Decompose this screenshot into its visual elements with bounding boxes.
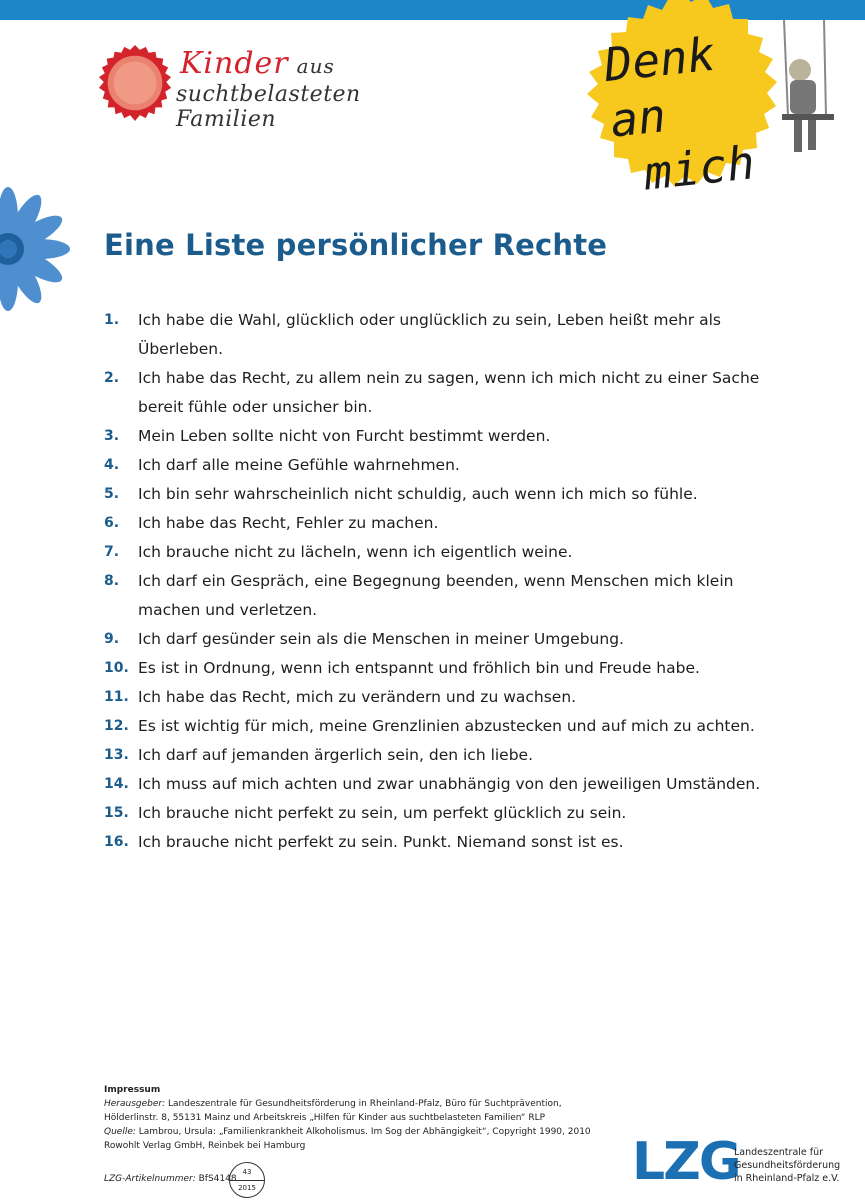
right-item (104, 654, 794, 683)
right-number: 3. (104, 428, 120, 444)
right-text: Ich habe das Recht, mich zu verändern und zu wachsen. (138, 688, 577, 706)
right-text: Ich habe das Recht, zu allem nein zu sagen, wenn ich mich nicht zu einer Sache bereit fühle oder unsicher bin. (138, 369, 760, 416)
right-number: 8. (104, 573, 120, 589)
right-item (104, 480, 794, 509)
right-text: Ich darf alle meine Gefühle wahrnehmen. (138, 456, 460, 474)
right-item (104, 306, 794, 364)
right-item (104, 422, 794, 451)
right-number: 2. (104, 370, 120, 386)
right-item (104, 683, 794, 712)
right-item (104, 567, 794, 625)
right-number: 9. (104, 631, 120, 647)
impressum-source: Quelle: Lambrou, Ursula: „Familienkrankheit Alkoholismus. Im Sog der Abhängigkeit“, Copyright 1990, 2010 (104, 1127, 591, 1137)
right-item (104, 538, 794, 567)
right-number: 14. (104, 776, 129, 792)
page-year: 2015 (238, 1184, 256, 1192)
right-number: 16. (104, 834, 129, 850)
bottle-cap-logo-icon (96, 44, 174, 122)
impressum (104, 1083, 624, 1153)
right-text: Ich brauche nicht perfekt zu sein. Punkt. Niemand sonst ist es. (138, 833, 624, 851)
right-item (104, 770, 794, 799)
logo-text-kinder: Kinder aus (180, 46, 335, 81)
right-text: Ich brauche nicht perfekt zu sein, um perfekt glücklich zu sein. (138, 804, 627, 822)
page-number-badge (229, 1162, 265, 1198)
right-item (104, 828, 794, 857)
right-number: 5. (104, 486, 120, 502)
flower-icon (0, 186, 76, 312)
kinder-logo (96, 44, 426, 132)
right-text: Ich darf gesünder sein als die Menschen in meiner Umgebung. (138, 630, 624, 648)
right-item (104, 712, 794, 741)
right-text: Ich brauche nicht zu lächeln, wenn ich eigentlich weine. (138, 543, 573, 561)
right-number: 6. (104, 515, 120, 531)
lzg-logo: LZG (632, 1132, 740, 1192)
impressum-heading: Impressum (104, 1085, 161, 1095)
child-on-swing-icon (770, 20, 850, 160)
right-text: Ich darf ein Gespräch, eine Begegnung beenden, wenn Menschen mich klein machen und verletzen. (138, 572, 734, 619)
right-item (104, 799, 794, 828)
right-number: 12. (104, 718, 129, 734)
right-item (104, 741, 794, 770)
impressum-publisher: Herausgeber: Landeszentrale für Gesundheitsförderung in Rheinland-Pfalz, Büro für Suchtprävention, (104, 1099, 562, 1109)
right-item (104, 451, 794, 480)
lzg-name: Landeszentrale für Gesundheitsförderung in Rheinland-Pfalz e.V. (734, 1147, 841, 1184)
article-number: LZG-Artikelnummer: BfS4148 (104, 1174, 237, 1184)
right-text: Ich bin sehr wahrscheinlich nicht schuldig, auch wenn ich mich so fühle. (138, 485, 698, 503)
right-item (104, 625, 794, 654)
page-number: 43 (242, 1168, 252, 1176)
right-number: 11. (104, 689, 129, 705)
right-text: Ich habe das Recht, Fehler zu machen. (138, 514, 439, 532)
right-text: Mein Leben sollte nicht von Furcht bestimmt werden. (138, 427, 551, 445)
right-number: 10. (104, 660, 129, 676)
impressum-source-publisher: Rowohlt Verlag GmbH, Reinbek bei Hamburg (104, 1141, 306, 1151)
rights-list (104, 306, 794, 857)
right-text: Ich muss auf mich achten und zwar unabhängig von den jeweiligen Umständen. (138, 775, 761, 793)
right-number: 7. (104, 544, 120, 560)
right-number: 4. (104, 457, 120, 473)
badge-text: Denk an mich (601, 26, 758, 201)
impressum-address: Hölderlinstr. 8, 55131 Mainz und Arbeitskreis „Hilfen für Kinder aus suchtbelasteten Familien“ RLP (104, 1113, 546, 1123)
right-number: 1. (104, 312, 120, 328)
logo-text-familien: suchtbelasteten Familien (176, 82, 361, 132)
right-text: Es ist wichtig für mich, meine Grenzlinien abzustecken und auf mich zu achten. (138, 717, 755, 735)
right-item (104, 509, 794, 538)
right-number: 13. (104, 747, 129, 763)
right-text: Es ist in Ordnung, wenn ich entspannt und fröhlich bin und Freude habe. (138, 659, 700, 677)
page-title: Eine Liste persönlicher Rechte (104, 228, 608, 262)
right-item (104, 364, 794, 422)
right-text: Ich darf auf jemanden ärgerlich sein, den ich liebe. (138, 746, 534, 764)
right-text: Ich habe die Wahl, glücklich oder unglücklich zu sein, Leben heißt mehr als Überleben. (138, 311, 721, 358)
right-number: 15. (104, 805, 129, 821)
